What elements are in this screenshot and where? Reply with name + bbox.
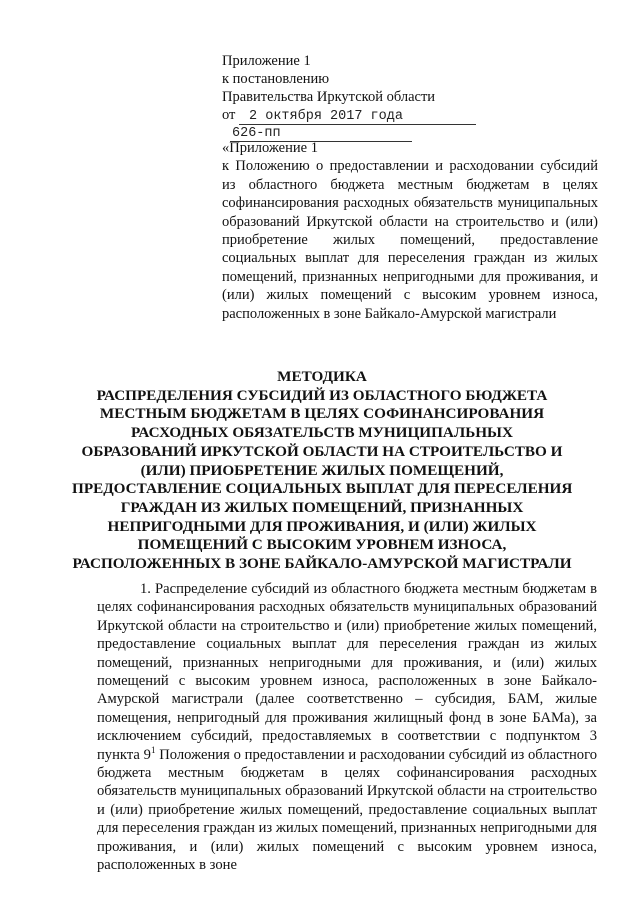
superscript-footnote: 1	[150, 744, 156, 755]
header-government-label: Правительства Иркутской области	[222, 89, 436, 105]
title-line: РАСПОЛОЖЕННЫХ В ЗОНЕ БАЙКАЛО-АМУРСКОЙ МАГИСТРАЛИ	[72, 555, 572, 573]
document-title	[72, 368, 572, 574]
title-line: МЕТОДИКА	[277, 368, 367, 385]
title-line: ПРЕДОСТАВЛЕНИЕ СОЦИАЛЬНЫХ ВЫПЛАТ ДЛЯ ПЕРЕСЕЛЕНИЯ	[72, 480, 573, 498]
approval-header	[222, 52, 482, 142]
date-field: 2 октября 2017 года	[239, 109, 476, 125]
title-line: МЕСТНЫМ БЮДЖЕТАМ В ЦЕЛЯХ СОФИНАНСИРОВАНИЯ	[99, 405, 545, 423]
title-line: ОБРАЗОВАНИЙ ИРКУТСКОЙ ОБЛАСТИ НА СТРОИТЕЛЬСТВО И	[81, 442, 563, 460]
appendix-title: «Приложение 1	[222, 140, 318, 156]
title-line: (ИЛИ) ПРИОБРЕТЕНИЕ ЖИЛЫХ ПОМЕЩЕНИЙ,	[140, 461, 504, 479]
title-line: ГРАЖДАН ИЗ ЖИЛЫХ ПОМЕЩЕНИЙ, ПРИЗНАННЫХ	[120, 498, 524, 516]
date-prefix: от	[222, 107, 236, 123]
appendix-text: к Положению о предоставлении и расходовании субсидий из областного бюджета местным бюджетам в целях софинансирования расходных обязательств муниципальных образований Иркутской области на строительство и (или) приобретение жилых помещений, предоставление социальных выплат для переселения граждан из жилых помещений, признанных непригодными для проживания, и (или) жилых помещений с высоким уровнем износа, расположенных в зоне Байкало-Амурской магистрали	[222, 158, 598, 322]
header-resolution-label: к постановлению	[222, 71, 330, 87]
header-appendix-label: Приложение 1	[222, 53, 311, 69]
title-line: РАСХОДНЫХ ОБЯЗАТЕЛЬСТВ МУНИЦИПАЛЬНЫХ	[131, 424, 513, 442]
document-number-field: 626-пп	[230, 126, 412, 142]
title-line: ПОМЕЩЕНИЙ С ВЫСОКИМ УРОВНЕМ ИЗНОСА,	[137, 536, 507, 554]
title-line: НЕПРИГОДНЫМИ ДЛЯ ПРОЖИВАНИЯ, И (ИЛИ) ЖИЛЫХ	[107, 517, 537, 535]
appendix-reference	[222, 139, 598, 323]
header-date-row	[222, 106, 482, 125]
paragraph-text: 1. Распределение субсидий из областного бюджета местным бюджетам в целях софинансирования расходных обязательств муниципальных образований Иркутской области на строительство и (или) приобретение жилых помещений, предоставление социальных выплат для переселения граждан из жилых помещений, признанных непригодными для проживания, и (или) жилых помещений с высоким уровнем износа, расположенных в зоне Байкало-Амурской магистрали (далее соответственно – субсидия, БАМ, жилые помещения, непригодный для проживания жилищный фонд в зоне БАМа), за исключением субсидий, предоставляемых в соответствии с подпунктом 3 пункта 9	[97, 581, 597, 763]
body-paragraph	[97, 580, 597, 875]
title-line: РАСПРЕДЕЛЕНИЯ СУБСИДИЙ ИЗ ОБЛАСТНОГО БЮДЖЕТА	[96, 386, 548, 404]
paragraph-text-continued: Положения о предоставлении и расходовании субсидий из областного бюджета местным бюджетам в целях софинансирования расходных обязательств муниципальных образований Иркутской области на строительство и (или) приобретение жилых помещений, предоставление социальных выплат для переселения граждан из жилых помещений, признанных непригодными для проживания, и (или) жилых помещений с высоким уровнем износа, расположенных в зоне	[97, 746, 597, 874]
